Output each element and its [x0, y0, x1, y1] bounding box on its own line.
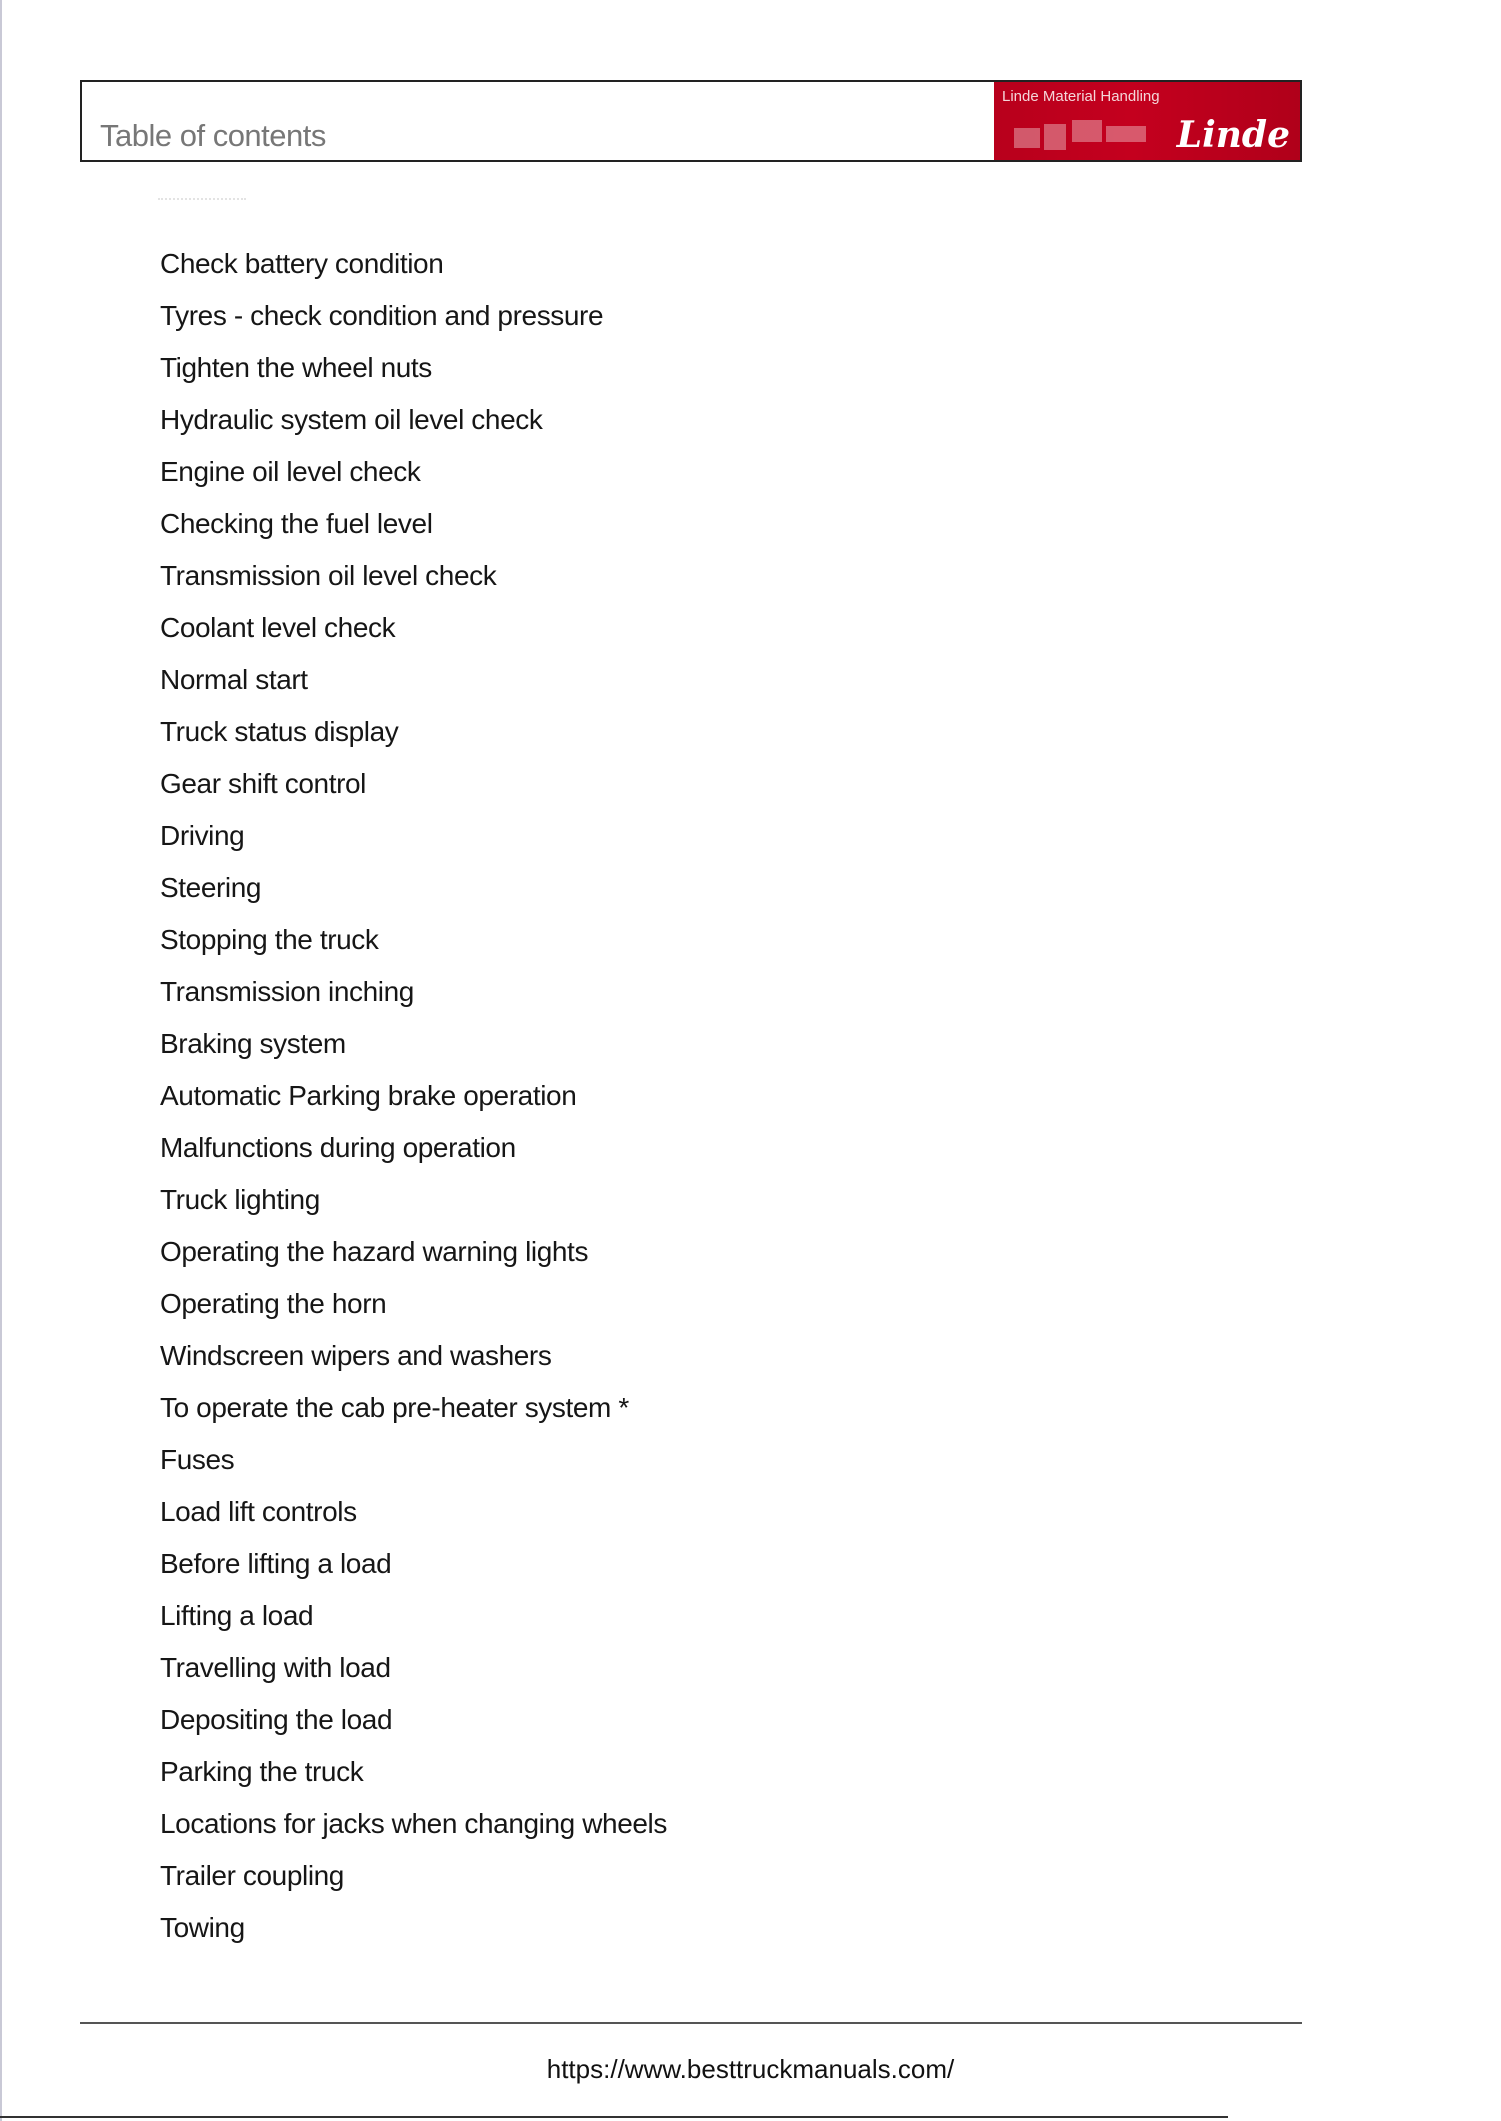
faint-scan-mark [158, 198, 246, 202]
page-header [80, 80, 1302, 162]
toc-entry[interactable]: Trailer coupling [160, 1860, 344, 1891]
linde-logo: Linde [1176, 114, 1290, 156]
table-of-contents-list [160, 238, 667, 1954]
toc-entry[interactable]: Driving [160, 820, 245, 851]
toc-entry[interactable]: Operating the hazard warning lights [160, 1236, 589, 1267]
toc-entry[interactable]: Load lift controls [160, 1496, 357, 1527]
page-title: Table of contents [100, 118, 326, 153]
brand-pattern-icon [1014, 120, 1164, 152]
toc-entry[interactable]: Tighten the wheel nuts [160, 352, 432, 383]
toc-entry[interactable]: Engine oil level check [160, 456, 421, 487]
toc-entry[interactable]: Transmission inching [160, 976, 414, 1007]
toc-entry[interactable]: Hydraulic system oil level check [160, 404, 543, 435]
toc-entry[interactable]: Fuses [160, 1444, 235, 1475]
toc-entry[interactable]: Stopping the truck [160, 924, 379, 955]
toc-entry[interactable]: Operating the horn [160, 1288, 387, 1319]
toc-entry[interactable]: To operate the cab pre-heater system * [160, 1392, 629, 1423]
toc-entry[interactable]: Steering [160, 872, 262, 903]
toc-entry[interactable]: Towing [160, 1912, 245, 1943]
toc-entry[interactable]: Lifting a load [160, 1600, 314, 1631]
brand-tagline: Linde Material Handling [1002, 88, 1160, 105]
toc-entry[interactable]: Travelling with load [160, 1652, 391, 1683]
toc-entry[interactable]: Malfunctions during operation [160, 1132, 516, 1163]
toc-entry[interactable]: Checking the fuel level [160, 508, 433, 539]
footer-url-link[interactable]: https://www.besttruckmanuals.com/ [546, 2054, 955, 2084]
toc-entry[interactable]: Braking system [160, 1028, 346, 1059]
page-edge-rule [0, 0, 2, 2121]
toc-entry[interactable]: Check battery condition [160, 248, 444, 279]
toc-entry[interactable]: Parking the truck [160, 1756, 364, 1787]
toc-entry[interactable]: Transmission oil level check [160, 560, 497, 591]
toc-entry[interactable]: Normal start [160, 664, 308, 695]
toc-entry[interactable]: Gear shift control [160, 768, 366, 799]
page-bottom-rule [0, 2116, 1228, 2118]
toc-entry[interactable]: Depositing the load [160, 1704, 393, 1735]
toc-entry[interactable]: Before lifting a load [160, 1548, 392, 1579]
footer-divider [80, 2022, 1302, 2024]
toc-entry[interactable]: Truck lighting [160, 1184, 320, 1215]
toc-entry[interactable]: Locations for jacks when changing wheels [160, 1808, 667, 1839]
linde-brand-banner [994, 82, 1300, 160]
toc-entry[interactable]: Coolant level check [160, 612, 396, 643]
toc-entry[interactable]: Windscreen wipers and washers [160, 1340, 552, 1371]
toc-entry[interactable]: Automatic Parking brake operation [160, 1080, 577, 1111]
toc-entry[interactable]: Tyres - check condition and pressure [160, 300, 604, 331]
toc-entry[interactable]: Truck status display [160, 716, 399, 747]
